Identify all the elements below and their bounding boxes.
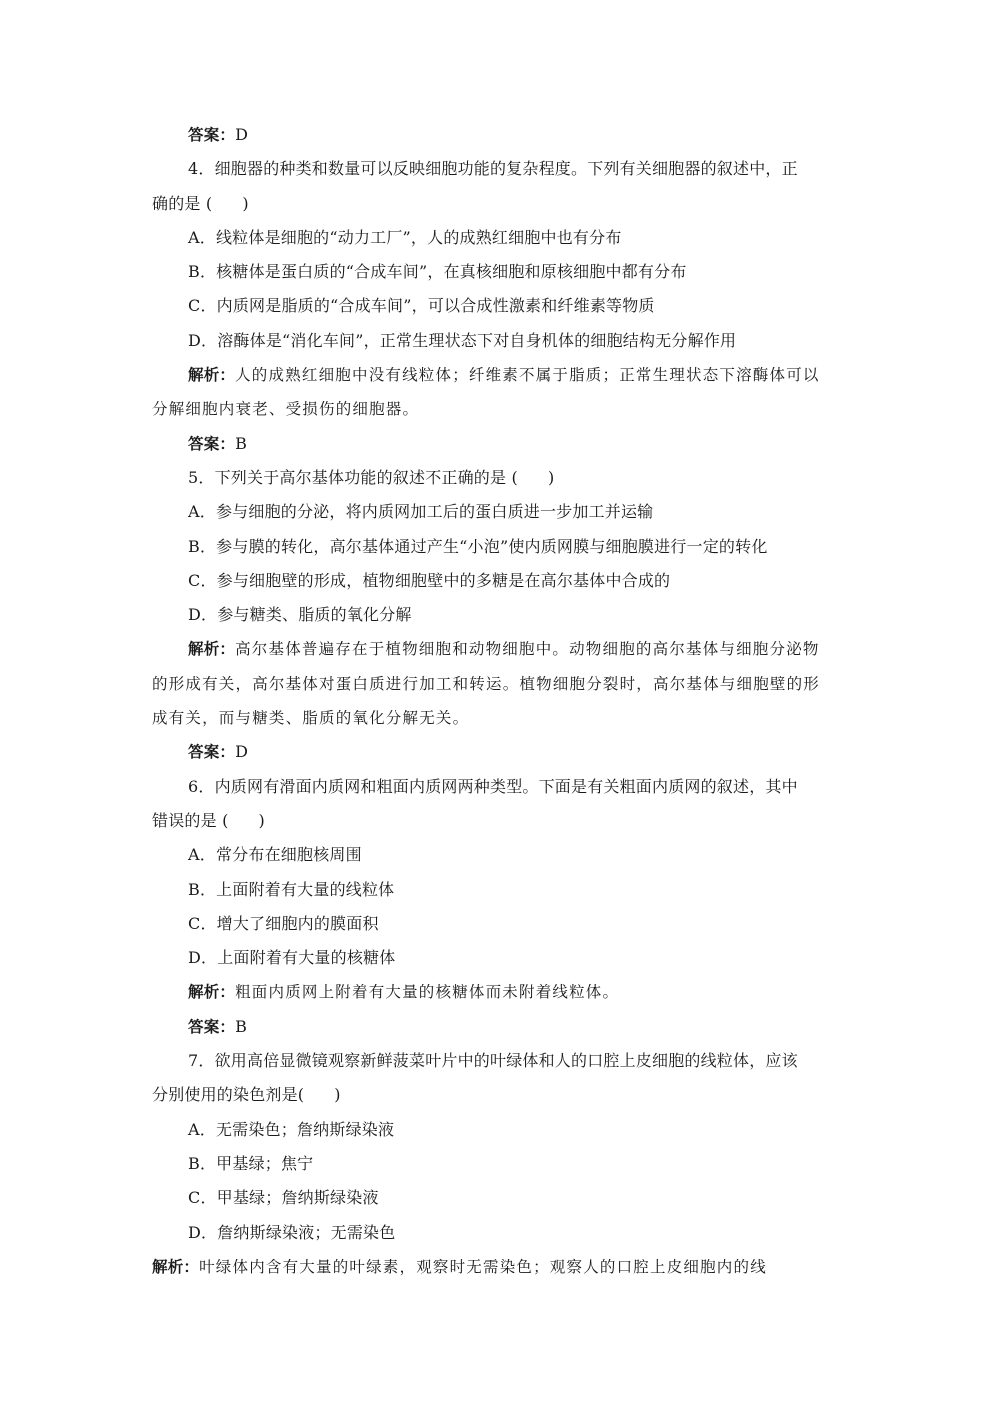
explanation-line-2 — [152, 392, 852, 426]
option-d — [152, 941, 852, 975]
paren-close: ) — [242, 193, 249, 213]
answer-line — [152, 118, 852, 152]
explanation-label: 解析： — [188, 983, 236, 1002]
option-text: 詹纳斯绿染液；无需染色 — [217, 1222, 396, 1242]
explanation-label: 解析： — [188, 366, 236, 385]
option-b — [152, 873, 852, 907]
option-c — [152, 907, 852, 941]
explanation-text: 分解细胞内衰老、受损伤的细胞器。 — [152, 400, 420, 419]
answer-line — [152, 427, 852, 461]
option-key: B． — [188, 1153, 217, 1173]
option-key: D． — [188, 948, 218, 968]
option-key: C． — [188, 913, 217, 933]
question-7-line-1 — [152, 1044, 852, 1078]
document-page — [152, 118, 852, 1284]
option-d — [152, 598, 852, 632]
question-text: 细胞器的种类和数量可以反映细胞功能的复杂程度。下列有关细胞器的叙述中，正 — [214, 159, 798, 179]
explanation-line-1 — [152, 1250, 852, 1284]
question-6-line-1 — [152, 770, 852, 804]
option-key: D． — [188, 605, 218, 625]
option-c — [152, 289, 852, 323]
option-key: A． — [188, 227, 216, 247]
option-c — [152, 564, 852, 598]
answer-value: B — [235, 1016, 248, 1036]
explanation-text: 成有关，而与糖类、脂质的氧化分解无关。 — [152, 709, 470, 728]
option-key: A． — [188, 1119, 216, 1139]
answer-label: 答案： — [188, 434, 236, 453]
option-key: C． — [188, 1188, 217, 1208]
option-d — [152, 1216, 852, 1250]
question-4-line-1 — [152, 152, 852, 186]
option-text: 参与细胞的分泌，将内质网加工后的蛋白质进一步加工并运输 — [215, 502, 654, 522]
explanation-line-2 — [152, 667, 852, 701]
question-number: 5． — [188, 467, 215, 487]
option-text: 内质网是脂质的“合成车间”，可以合成性激素和纤维素等物质 — [216, 296, 655, 316]
option-b — [152, 530, 852, 564]
option-key: A． — [188, 502, 216, 522]
explanation-text: 高尔基体普遍存在于植物细胞和动物细胞中。动物细胞的高尔基体与细胞分泌物 — [235, 640, 820, 659]
answer-line — [152, 1010, 852, 1044]
answer-label: 答案： — [188, 743, 236, 762]
explanation-text: 粗面内质网上附着有大量的核糖体而未附着线粒体。 — [235, 983, 620, 1002]
option-text: 上面附着有大量的核糖体 — [217, 948, 396, 968]
answer-line — [152, 735, 852, 769]
answer-value: D — [235, 125, 249, 144]
option-text: 上面附着有大量的线粒体 — [216, 879, 395, 899]
question-text: 确的是 ( — [152, 193, 213, 213]
answer-value: D — [235, 742, 249, 762]
answer-label: 答案： — [188, 1017, 236, 1036]
option-key: B． — [188, 879, 217, 899]
option-a — [152, 221, 852, 255]
answer-value: B — [235, 433, 248, 453]
option-d — [152, 324, 852, 358]
answer-label: 答案： — [188, 126, 236, 144]
question-text: 下列关于高尔基体功能的叙述不正确的是 ( — [214, 467, 518, 487]
explanation-label: 解析： — [152, 1257, 200, 1276]
option-text: 常分布在细胞核周围 — [215, 845, 362, 865]
option-text: 溶酶体是“消化车间”，正常生理状态下对自身机体的细胞结构无分解作用 — [217, 330, 737, 350]
explanation-line-3 — [152, 701, 852, 735]
option-b — [152, 255, 852, 289]
explanation-label: 解析： — [188, 640, 236, 659]
question-5-line-1 — [152, 461, 852, 495]
question-4-line-2 — [152, 187, 852, 221]
question-number: 4． — [188, 159, 215, 179]
explanation-text: 人的成熟红细胞中没有线粒体；纤维素不属于脂质；正常生理状态下溶酶体可以 — [235, 366, 820, 385]
option-key: C． — [188, 570, 217, 590]
explanation-text: 的形成有关，高尔基体对蛋白质进行加工和转运。植物细胞分裂时，高尔基体与细胞壁的形 — [152, 674, 821, 693]
question-text: 错误的是 ( — [152, 810, 229, 830]
paren-close: ) — [258, 810, 265, 830]
option-key: D． — [188, 330, 218, 350]
option-text: 参与细胞壁的形成，植物细胞壁中的多糖是在高尔基体中合成的 — [216, 570, 671, 590]
explanation-line-1 — [152, 358, 852, 392]
question-6-line-2 — [152, 804, 852, 838]
question-text: 欲用高倍显微镜观察新鲜菠菜叶片中的叶绿体和人的口腔上皮细胞的线粒体，应该 — [214, 1051, 798, 1071]
option-text: 无需染色；詹纳斯绿染液 — [215, 1119, 395, 1139]
option-a — [152, 495, 852, 529]
option-key: A． — [188, 845, 216, 865]
option-key: B． — [188, 262, 217, 282]
question-number: 6． — [188, 776, 215, 796]
option-text: 甲基绿；詹纳斯绿染液 — [216, 1188, 379, 1208]
option-key: B． — [188, 536, 217, 556]
question-number: 7． — [188, 1051, 215, 1071]
option-text: 参与糖类、脂质的氧化分解 — [217, 605, 412, 625]
explanation-line-1 — [152, 975, 852, 1009]
option-a — [152, 1113, 852, 1147]
question-text: 内质网有滑面内质网和粗面内质网两种类型。下面是有关粗面内质网的叙述，其中 — [214, 776, 798, 796]
explanation-text: 叶绿体内含有大量的叶绿素，观察时无需染色；观察人的口腔上皮细胞内的线 — [199, 1257, 767, 1276]
option-key: C． — [188, 296, 217, 316]
paren-close: ) — [334, 1085, 341, 1105]
question-text: 分别使用的染色剂是( — [152, 1085, 305, 1105]
option-text: 增大了细胞内的膜面积 — [216, 913, 379, 933]
option-key: D． — [188, 1222, 218, 1242]
option-a — [152, 838, 852, 872]
option-text: 核糖体是蛋白质的“合成车间”，在真核细胞和原核细胞中都有分布 — [216, 262, 687, 282]
paren-close: ) — [547, 467, 555, 487]
option-text: 参与膜的转化，高尔基体通过产生“小泡”使内质网膜与细胞膜进行一定的转化 — [216, 536, 768, 556]
explanation-line-1 — [152, 632, 852, 666]
question-7-line-2 — [152, 1078, 852, 1112]
option-text: 甲基绿；焦宁 — [216, 1153, 314, 1173]
option-b — [152, 1147, 852, 1181]
option-c — [152, 1181, 852, 1215]
option-text: 线粒体是细胞的“动力工厂”，人的成熟红细胞中也有分布 — [215, 227, 622, 247]
